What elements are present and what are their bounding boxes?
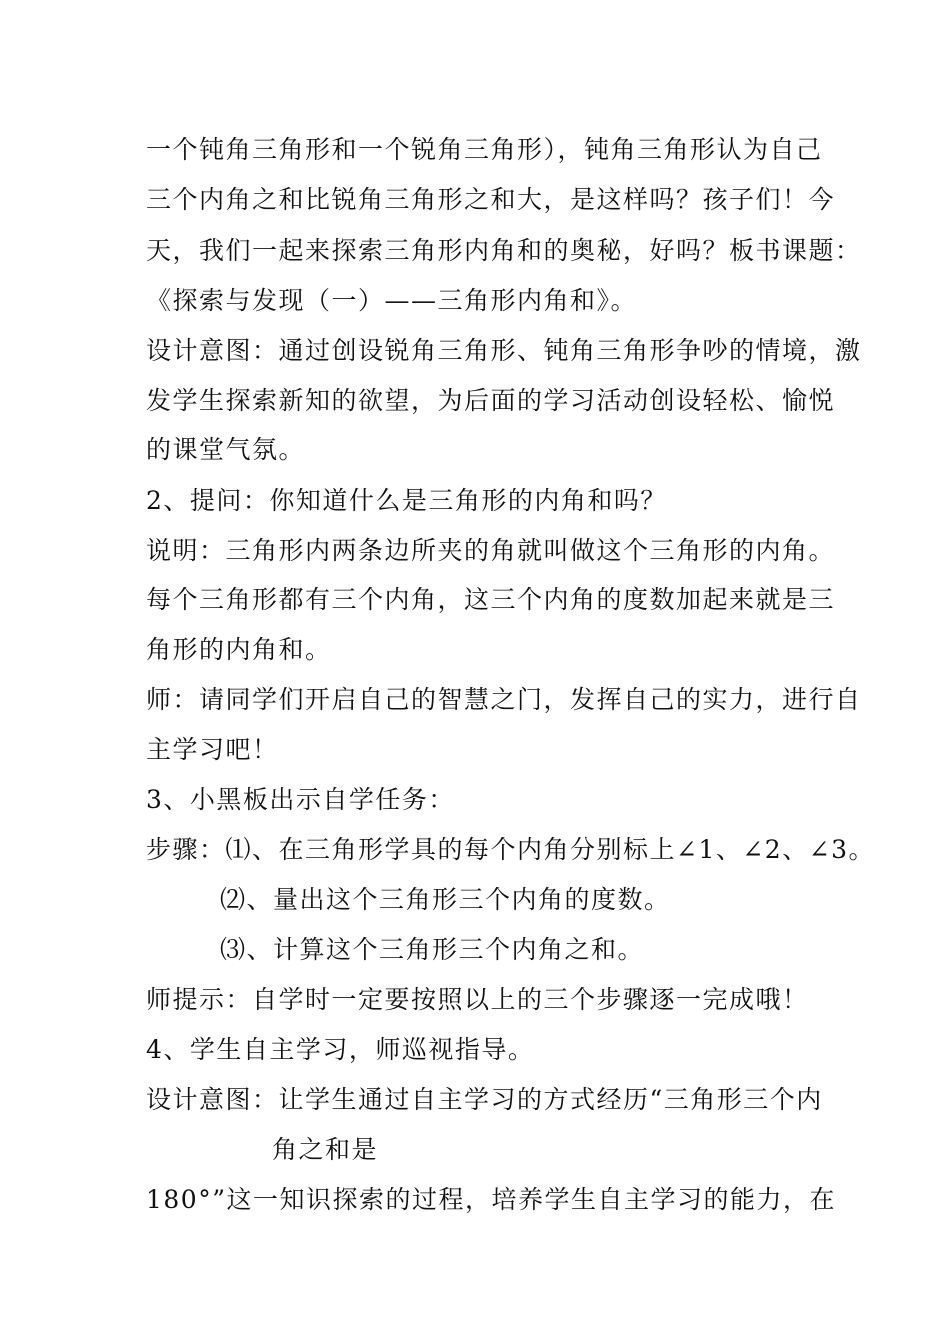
paragraph-line: 发学生探索新知的欲望，为后面的学习活动创设轻松、愉悦 (146, 386, 836, 415)
paragraph-line: 的课堂气氛。 (146, 435, 306, 464)
paragraph-line: 设计意图：通过创设锐角三角形、钝角三角形争吵的情境，激 (146, 336, 862, 365)
paragraph-line: 设计意图：让学生通过自主学习的方式经历“三角形三个内 (146, 1085, 823, 1114)
step-line: ⑵、量出这个三角形三个内角的度数。 (220, 885, 671, 914)
paragraph-line: 2、提问：你知道什么是三角形的内角和吗？ (146, 486, 667, 515)
paragraph-line: 4、学生自主学习，师巡视指导。 (146, 1035, 535, 1064)
paragraph-line: 主学习吧！ (146, 735, 279, 764)
paragraph-line: 三个内角之和比锐角三角形之和大，是这样吗？孩子们！今 (146, 185, 836, 214)
paragraph-line: 师提示：自学时一定要按照以上的三个步骤逐一完成哦！ (146, 985, 809, 1014)
paragraph-line: 《探索与发现（一）——三角形内角和》。 (146, 286, 638, 315)
paragraph-line: 师：请同学们开启自己的智慧之门，发挥自己的实力，进行自 (146, 685, 862, 714)
paragraph-line: 3、小黑板出示自学任务： (146, 785, 455, 814)
paragraph-line: 说明：三角形内两条边所夹的角就叫做这个三角形的内角。 (146, 536, 836, 565)
paragraph-line: 天，我们一起来探索三角形内角和的奥秘，好吗？板书课题： (146, 236, 862, 265)
paragraph-line: 一个钝角三角形和一个锐角三角形），钝角三角形认为自己 (146, 135, 823, 164)
paragraph-line: 角之和是 (272, 1135, 379, 1164)
paragraph-line: 每个三角形都有三个内角，这三个内角的度数加起来就是三 (146, 585, 836, 614)
paragraph-line: 角形的内角和。 (146, 635, 332, 664)
step-line: 步骤：⑴、在三角形学具的每个内角分别标上∠1、∠2、∠3。 (146, 835, 876, 864)
paragraph-line: 180°”这一知识探索的过程，培养学生自主学习的能力，在 (146, 1185, 837, 1214)
step-line: ⑶、计算这个三角形三个内角之和。 (220, 935, 645, 964)
